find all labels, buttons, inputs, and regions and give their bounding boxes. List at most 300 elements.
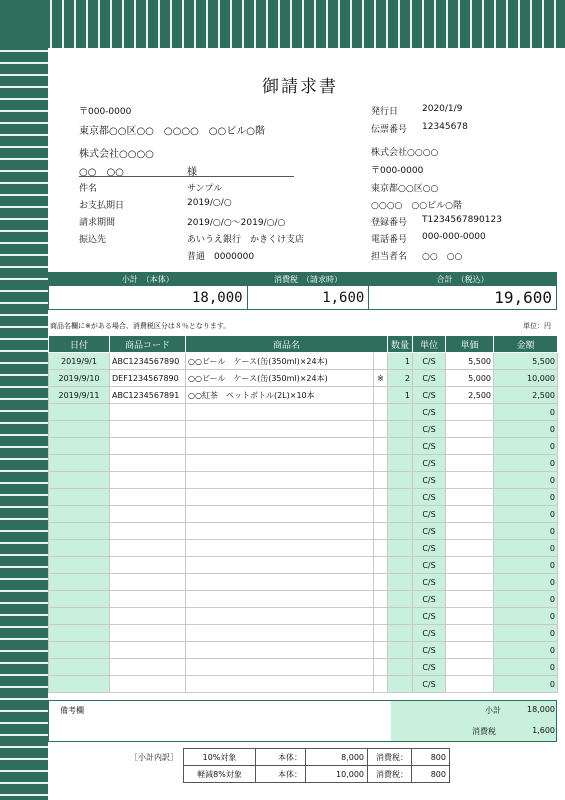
border-stripe [0,182,48,184]
table-cell [446,659,494,676]
tel-label: 電話番号 [371,235,408,245]
table-cell: ○○ビール ケース(缶(350ml)×24本) [186,353,374,370]
breakdown-tax-label: 消費税： [368,749,412,766]
border-stripe [0,122,48,124]
remarks-subtotal: 18,000 [527,705,555,714]
border-stripe [0,398,48,400]
table-row [49,438,558,455]
summary-subtotal: 18,000 [49,286,248,310]
table-cell: 0 [494,489,558,506]
border-stripe [314,0,316,48]
table-cell [49,421,110,438]
table-cell: ※ [374,370,388,387]
border-stripe [290,0,292,48]
table-cell [446,455,494,472]
border-stripe [146,0,148,48]
border-stripe [0,194,48,196]
border-stripe [0,734,48,736]
table-cell [446,421,494,438]
border-stripe [0,782,48,784]
border-stripe [86,0,88,48]
border-stripe [0,458,48,460]
border-stripe [0,254,48,256]
table-cell [374,489,388,506]
table-cell [374,591,388,608]
border-stripe [0,518,48,520]
table-cell [186,591,374,608]
border-stripe [0,410,48,412]
header-qty: 数量 [388,336,413,353]
table-cell [49,642,110,659]
table-cell: 10,000 [494,370,558,387]
table-cell [446,574,494,591]
table-cell [186,506,374,523]
field-value: サンプル [187,184,223,194]
border-stripe [0,386,48,388]
table-cell [186,523,374,540]
border-stripe [0,650,48,652]
border-stripe [0,506,48,508]
table-row [49,506,558,523]
border-stripe [0,470,48,472]
table-cell [49,676,110,693]
table-cell: 2019/9/11 [49,387,110,404]
note-unit: 単位：円 [523,322,551,330]
header-unit: 単位 [413,336,446,353]
breakdown-target: 軽減8%対象 [184,766,256,783]
summary-table [48,272,557,310]
table-row [49,455,558,472]
border-stripe [458,0,460,48]
table-cell [446,625,494,642]
border-stripe [0,110,48,112]
table-cell [446,489,494,506]
border-stripe [0,614,48,616]
table-cell: C/S [413,574,446,591]
table-cell [49,608,110,625]
border-stripe [398,0,400,48]
remarks-label: 備考欄 [60,706,84,715]
table-cell [49,404,110,421]
border-stripe [0,302,48,304]
table-cell [49,455,110,472]
table-cell: DEF1234567890 [110,370,186,387]
border-stripe [0,98,48,100]
header-product: 商品名 [186,336,388,353]
decorative-top-border [0,0,565,48]
table-cell [110,608,186,625]
issuer-company: 株式会社○○○○ [371,148,439,158]
issuer-postal: 〒000-0000 [371,166,424,176]
border-stripe [0,170,48,172]
staff-name: ○○ ○○ [422,252,463,262]
border-stripe [62,0,64,48]
registration-label: 登録番号 [371,218,408,228]
field-label: 請求期間 [79,218,116,228]
table-cell [49,659,110,676]
table-cell [49,489,110,506]
border-stripe [0,698,48,700]
border-stripe [122,0,124,48]
table-cell: C/S [413,353,446,370]
border-stripe [0,590,48,592]
table-row [49,676,558,693]
table-cell: C/S [413,608,446,625]
border-stripe [0,362,48,364]
registration-number: T1234567890123 [422,215,502,225]
border-stripe [0,626,48,628]
border-stripe [530,0,532,48]
table-cell: C/S [413,557,446,574]
table-cell [446,608,494,625]
summary-tax: 1,600 [247,286,369,310]
table-cell [388,506,413,523]
border-stripe [0,686,48,688]
table-cell: C/S [413,421,446,438]
table-row [49,642,558,659]
issuer-address: 東京都○○区○○ [371,184,439,194]
border-stripe [0,482,48,484]
table-cell [388,540,413,557]
border-stripe [0,542,48,544]
client-postal: 〒000-0000 [79,107,132,117]
border-stripe [242,0,244,48]
border-stripe [0,50,48,52]
border-stripe [0,158,48,160]
breakdown-tax: 800 [412,749,450,766]
border-stripe [326,0,328,48]
border-stripe [434,0,436,48]
table-cell [388,591,413,608]
header-code: 商品コード [110,336,186,353]
table-row [49,608,558,625]
table-cell [388,574,413,591]
table-cell: 1 [388,353,413,370]
document-title: 御請求書 [262,77,338,97]
table-cell [186,608,374,625]
table-cell [374,438,388,455]
table-cell [186,659,374,676]
table-cell: C/S [413,506,446,523]
table-cell [49,574,110,591]
border-stripe [0,86,48,88]
table-cell: 5,000 [446,370,494,387]
border-stripe [554,0,556,48]
table-cell [186,540,374,557]
border-stripe [518,0,520,48]
table-row [49,540,558,557]
border-stripe [362,0,364,48]
breakdown-tax-label: 消費税： [368,766,412,783]
border-stripe [0,494,48,496]
border-stripe [0,242,48,244]
issue-date-label: 発行日 [371,107,399,117]
border-stripe [0,722,48,724]
border-stripe [0,326,48,328]
table-row [49,421,558,438]
border-stripe [0,62,48,64]
table-cell: 0 [494,625,558,642]
table-cell [49,540,110,557]
table-row [49,489,558,506]
border-stripe [50,0,52,48]
table-cell [110,625,186,642]
table-cell [110,659,186,676]
border-stripe [0,266,48,268]
border-stripe [0,566,48,568]
table-cell [446,557,494,574]
border-stripe [0,710,48,712]
table-cell [186,472,374,489]
table-cell: C/S [413,455,446,472]
table-cell [186,676,374,693]
table-cell: C/S [413,659,446,676]
table-cell: ABC1234567891 [110,387,186,404]
breakdown-tax: 800 [412,766,450,783]
table-cell [110,557,186,574]
border-stripe [206,0,208,48]
table-cell: ○○紅茶 ペットボトル(2L)×10本 [186,387,374,404]
border-stripe [134,0,136,48]
field-label: 件名 [79,184,98,194]
table-cell [49,523,110,540]
remarks-tax-label: 消費税 [472,727,496,736]
table-cell: 0 [494,506,558,523]
border-stripe [182,0,184,48]
border-stripe [0,434,48,436]
table-cell [388,659,413,676]
table-cell [186,438,374,455]
border-stripe [158,0,160,48]
table-cell [446,642,494,659]
border-stripe [0,374,48,376]
table-cell [374,574,388,591]
table-cell [446,523,494,540]
table-cell: 5,500 [494,353,558,370]
table-cell [110,591,186,608]
field-value: 2019/○/○～2019/○/○ [187,218,286,228]
table-cell: 2019/9/1 [49,353,110,370]
table-cell [186,404,374,421]
border-stripe [446,0,448,48]
summary-header: 合計 （税込） [369,273,557,286]
breakdown-base: 8,000 [306,749,368,766]
border-stripe [482,0,484,48]
table-cell [374,404,388,421]
table-cell: 0 [494,659,558,676]
remarks-subtotal-label: 小計 [485,706,501,715]
table-cell: 0 [494,404,558,421]
staff-label: 担当者名 [371,252,408,262]
table-cell [374,557,388,574]
table-cell [186,574,374,591]
tel-number: 000-000-0000 [422,232,486,242]
table-cell [110,489,186,506]
slip-number: 12345678 [422,122,468,132]
table-cell: 5,500 [446,353,494,370]
table-cell [446,540,494,557]
table-cell: C/S [413,591,446,608]
table-cell [446,506,494,523]
table-cell [49,472,110,489]
breakdown-label: ［小計内訳］ [130,753,178,762]
table-cell [110,472,186,489]
border-stripe [0,794,48,796]
table-row [49,472,558,489]
breakdown-base: 10,000 [306,766,368,783]
border-stripe [374,0,376,48]
table-cell [388,455,413,472]
border-stripe [0,770,48,772]
slip-label: 伝票番号 [371,125,408,135]
table-cell [374,642,388,659]
border-stripe [0,146,48,148]
table-cell [388,472,413,489]
table-cell [110,540,186,557]
border-stripe [0,578,48,580]
table-cell: ○○ビール ケース(缶(350ml)×24本) [186,370,374,387]
table-cell [186,455,374,472]
table-cell [388,404,413,421]
table-cell [110,438,186,455]
table-cell [110,676,186,693]
issuer-address: ○○○○ ○○ビル○階 [371,201,462,211]
table-cell [110,523,186,540]
table-cell [186,557,374,574]
table-row [49,387,558,404]
table-cell [110,421,186,438]
border-stripe [386,0,388,48]
border-stripe [0,134,48,136]
border-stripe [0,422,48,424]
table-cell: C/S [413,625,446,642]
border-stripe [170,0,172,48]
table-cell: 0 [494,472,558,489]
table-row [49,353,558,370]
border-stripe [0,206,48,208]
table-cell [388,642,413,659]
table-cell [49,591,110,608]
table-cell: 2,500 [446,387,494,404]
table-cell: C/S [413,676,446,693]
border-stripe [278,0,280,48]
border-stripe [266,0,268,48]
breakdown-base-label: 本体： [256,749,306,766]
table-cell: C/S [413,404,446,421]
table-row [49,574,558,591]
field-value: 2019/○/○ [187,198,232,208]
client-underline [79,176,294,177]
table-cell: 0 [494,557,558,574]
table-cell: 0 [494,438,558,455]
border-stripe [194,0,196,48]
table-cell: C/S [413,370,446,387]
table-cell [374,472,388,489]
border-stripe [422,0,424,48]
border-stripe [0,530,48,532]
table-cell [446,404,494,421]
table-cell: 0 [494,455,558,472]
table-cell: 2,500 [494,387,558,404]
table-cell [110,574,186,591]
table-cell [374,608,388,625]
border-stripe [0,662,48,664]
remarks-tax: 1,600 [532,726,555,735]
summary-header: 消費税 （請求時） [247,273,369,286]
border-stripe [0,602,48,604]
table-cell [446,438,494,455]
table-cell [186,489,374,506]
table-cell [49,506,110,523]
table-cell [374,676,388,693]
table-cell [186,625,374,642]
table-cell: C/S [413,523,446,540]
table-cell [374,506,388,523]
table-cell [388,625,413,642]
border-stripe [0,638,48,640]
table-cell [388,676,413,693]
decorative-left-border [0,0,48,800]
border-stripe [98,0,100,48]
table-cell [374,523,388,540]
table-row [49,370,558,387]
table-cell: C/S [413,642,446,659]
border-stripe [0,278,48,280]
border-stripe [0,314,48,316]
border-stripe [494,0,496,48]
border-stripe [0,554,48,556]
table-cell: 0 [494,591,558,608]
summary-total: 19,600 [369,286,557,310]
border-stripe [0,674,48,676]
table-cell: 0 [494,421,558,438]
table-row [49,557,558,574]
header-date: 日付 [49,336,110,353]
border-stripe [218,0,220,48]
border-stripe [410,0,412,48]
header-price: 単価 [446,336,494,353]
border-stripe [110,0,112,48]
table-cell [110,455,186,472]
table-cell [388,489,413,506]
note-tax-rule: 商品名欄に※がある場合、消費税区分は８％となります。 [50,322,231,330]
border-stripe [0,758,48,760]
field-value: あいうえ銀行 かきくけ支店 [187,235,305,245]
border-stripe [0,446,48,448]
client-person: ○○ ○○ [79,167,124,178]
table-cell [186,642,374,659]
table-cell [374,421,388,438]
table-cell: 2019/9/10 [49,370,110,387]
table-cell [374,540,388,557]
table-cell [388,608,413,625]
table-cell [49,557,110,574]
table-cell: C/S [413,540,446,557]
table-cell [374,353,388,370]
table-cell: 0 [494,574,558,591]
table-cell: 0 [494,608,558,625]
border-stripe [470,0,472,48]
table-row [49,523,558,540]
border-stripe [74,0,76,48]
honorific: 様 [187,167,197,178]
table-cell: C/S [413,472,446,489]
table-cell [446,676,494,693]
table-cell [374,387,388,404]
table-cell: 0 [494,540,558,557]
table-cell [446,472,494,489]
table-cell [110,404,186,421]
